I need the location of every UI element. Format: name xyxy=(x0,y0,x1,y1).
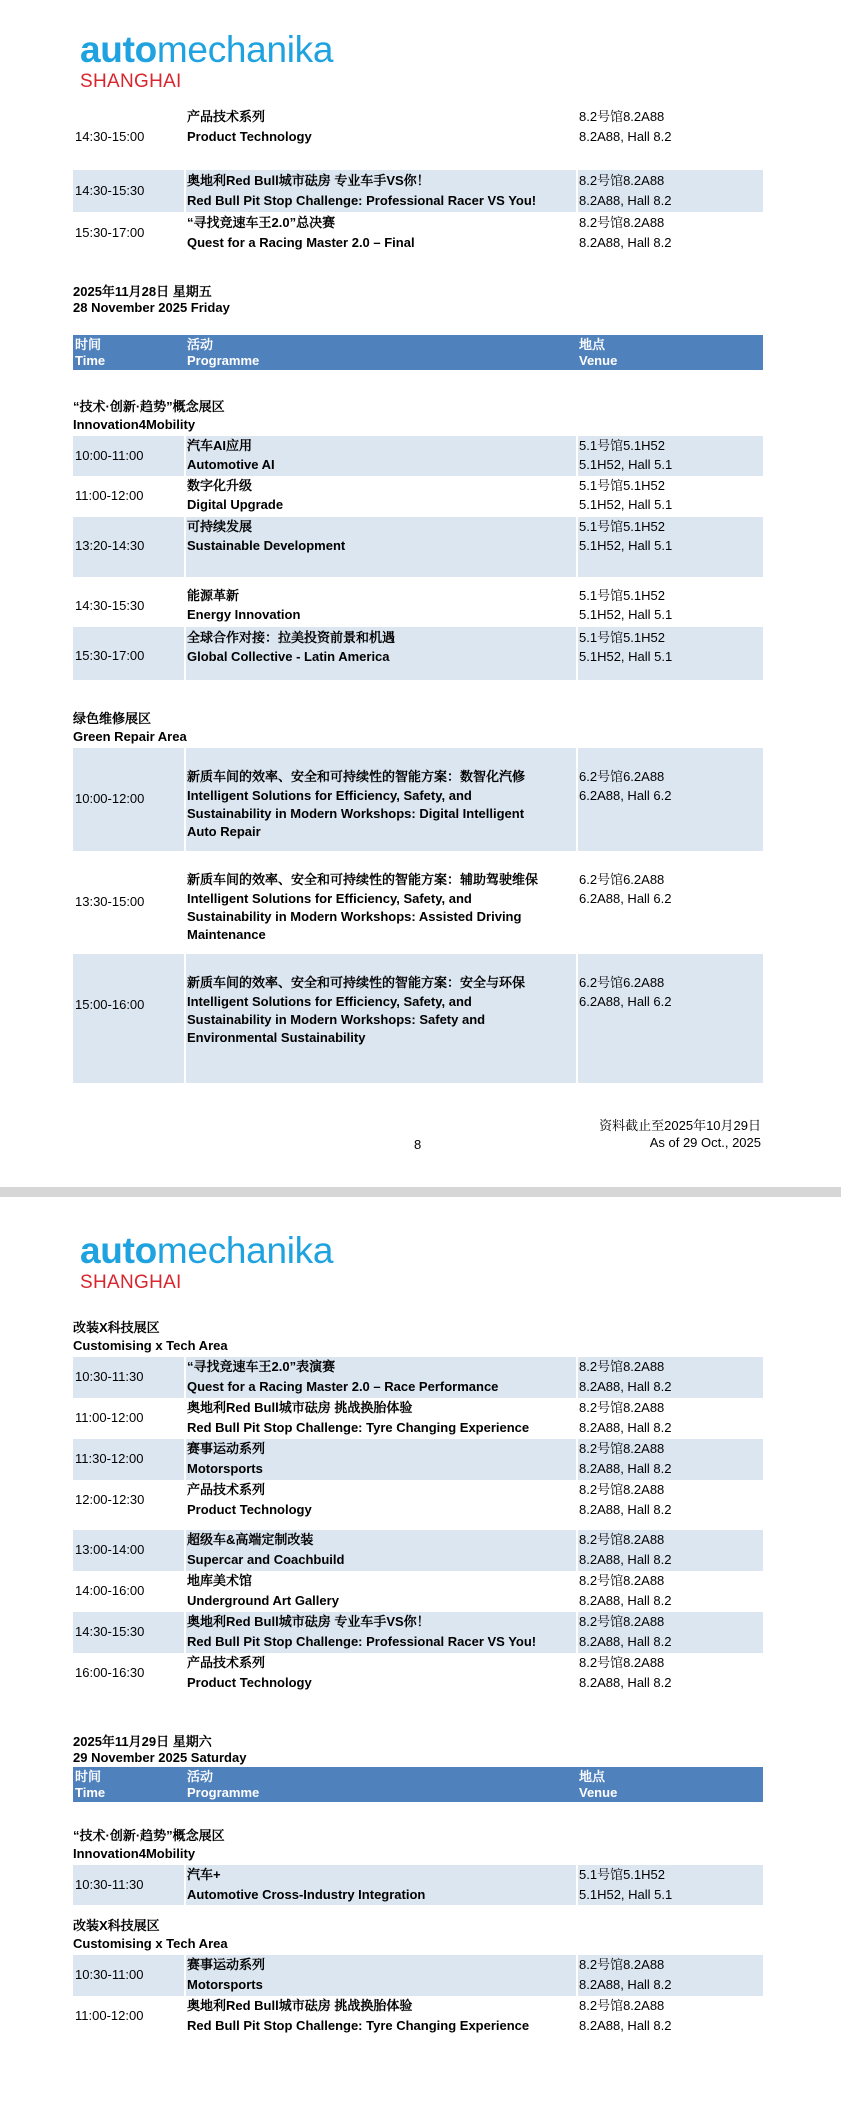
venue-cn: 8.2号馆8.2A88 xyxy=(579,1957,665,1972)
programme-en: Sustainability in Modern Workshops: Digital Intelligent xyxy=(187,806,525,821)
venue-en: 8.2A88, Hall 8.2 xyxy=(579,193,672,208)
programme-cn: 赛事运动系列 xyxy=(187,1957,266,1972)
as-of-cn: 资料截止至2025年10月29日 xyxy=(599,1118,761,1133)
section-title-en: Customising x Tech Area xyxy=(73,1936,228,1951)
header-time: 时间 Time xyxy=(75,337,106,368)
programme-en: Intelligent Solutions for Efficiency, Safety, and xyxy=(187,788,472,803)
table-header xyxy=(73,335,763,370)
programme-en: Intelligent Solutions for Efficiency, Safety, and xyxy=(187,994,472,1009)
table-row xyxy=(73,1357,763,1398)
header-venue: 地点 Venue xyxy=(579,1769,618,1800)
programme-en: Red Bull Pit Stop Challenge: Professional Racer VS You! xyxy=(187,1634,537,1649)
section-title-en: Green Repair Area xyxy=(73,729,187,744)
table-row xyxy=(73,1398,763,1439)
section-title-cn: “技术·创新·趋势”概念展区 xyxy=(73,399,225,414)
venue-en: 5.1H52, Hall 5.1 xyxy=(579,649,673,664)
venue-cn: 5.1号馆5.1H52 xyxy=(579,630,665,645)
date-cn: 2025年11月28日 星期五 xyxy=(73,284,212,299)
venue-en: 8.2A88, Hall 8.2 xyxy=(579,129,672,144)
programme-cn: 产品技术系列 xyxy=(187,109,266,124)
table-row xyxy=(73,1955,763,1996)
green-repair-table xyxy=(73,748,763,1083)
time-cell: 14:00-16:00 xyxy=(75,1583,145,1598)
time-cell: 15:30-17:00 xyxy=(75,648,145,663)
programme-en: Global Collective - Latin America xyxy=(187,649,390,664)
time-cell: 13:00-14:00 xyxy=(75,1542,145,1557)
venue-en: 5.1H52, Hall 5.1 xyxy=(579,497,673,512)
time-cell: 13:20-14:30 xyxy=(75,538,145,553)
table-row xyxy=(73,1653,763,1694)
section-heading xyxy=(73,1827,763,1863)
programme-en: Red Bull Pit Stop Challenge: Professional Racer VS You! xyxy=(187,193,537,208)
programme-en: Product Technology xyxy=(187,1502,312,1517)
table-row xyxy=(73,436,763,476)
header-time: 时间 Time xyxy=(75,1769,106,1800)
as-of-note xyxy=(599,1117,761,1151)
venue-en: 8.2A88, Hall 8.2 xyxy=(579,1502,672,1517)
table-row xyxy=(73,577,763,627)
venue-cn: 5.1号馆5.1H52 xyxy=(579,478,665,493)
programme-cn: 可持续发展 xyxy=(187,519,253,534)
venue-en: 8.2A88, Hall 8.2 xyxy=(579,2018,672,2033)
venue-en: 8.2A88, Hall 8.2 xyxy=(579,1675,672,1690)
header-programme: 活动 Programme xyxy=(187,1769,260,1800)
time-cell: 14:30-15:30 xyxy=(75,1624,145,1639)
programme-en: Sustainability in Modern Workshops: Safety and xyxy=(187,1012,486,1027)
table-row xyxy=(73,170,763,212)
venue-en: 6.2A88, Hall 6.2 xyxy=(579,994,672,1009)
programme-en: Sustainability in Modern Workshops: Assisted Driving xyxy=(187,909,522,924)
header-venue: 地点 Venue xyxy=(579,337,618,368)
automechanika-logo xyxy=(80,1231,333,1294)
programme-en: Sustainable Development xyxy=(187,538,346,553)
logo-auto: auto xyxy=(80,29,157,70)
programme-cn: 奥地利Red Bull城市砝房 挑战换胎体验 xyxy=(187,1998,413,2013)
programme-en: Automotive AI xyxy=(187,457,275,472)
table-header xyxy=(73,1767,763,1802)
time-cell: 11:30-12:00 xyxy=(75,1451,144,1466)
time-cell: 10:00-11:00 xyxy=(75,448,144,463)
programme-en: Product Technology xyxy=(187,129,312,144)
date-en: 29 November 2025 Saturday xyxy=(73,1750,247,1765)
venue-en: 8.2A88, Hall 8.2 xyxy=(579,235,672,250)
programme-cn: 地库美术馆 xyxy=(187,1573,253,1588)
logo-mechanika: mechanika xyxy=(156,29,334,70)
venue-en: 6.2A88, Hall 6.2 xyxy=(579,788,672,803)
section-title-cn: 绿色维修展区 xyxy=(73,711,152,726)
programme-cn: 产品技术系列 xyxy=(187,1655,266,1670)
customising-table xyxy=(73,1955,763,2037)
venue-en: 5.1H52, Hall 5.1 xyxy=(579,607,673,622)
venue-cn: 8.2号馆8.2A88 xyxy=(579,1532,665,1547)
venue-en: 8.2A88, Hall 8.2 xyxy=(579,1461,672,1476)
table-row xyxy=(73,1612,763,1653)
table-row xyxy=(73,1571,763,1612)
date-cn: 2025年11月29日 星期六 xyxy=(73,1734,212,1749)
customising-table xyxy=(73,1357,763,1694)
programme-en: Energy Innovation xyxy=(187,607,301,622)
venue-cn: 8.2号馆8.2A88 xyxy=(579,1655,665,1670)
venue-cn: 8.2号馆8.2A88 xyxy=(579,173,665,188)
table-row xyxy=(73,1480,763,1530)
programme-en: Motorsports xyxy=(187,1977,263,1992)
programme-cn: 汽车+ xyxy=(187,1867,221,1882)
section-title-en: Innovation4Mobility xyxy=(73,1846,196,1861)
programme-cn: 超级车&高端定制改装 xyxy=(187,1532,314,1547)
venue-en: 8.2A88, Hall 8.2 xyxy=(579,1634,672,1649)
time-cell: 11:00-12:00 xyxy=(75,488,144,503)
table-row xyxy=(73,1439,763,1480)
as-of-en: As of 29 Oct., 2025 xyxy=(649,1135,761,1150)
time-cell: 15:30-17:00 xyxy=(75,225,145,240)
time-cell: 15:00-16:00 xyxy=(75,997,145,1012)
venue-en: 5.1H52, Hall 5.1 xyxy=(579,1887,673,1902)
time-cell: 11:00-12:00 xyxy=(75,1410,144,1425)
time-cell: 14:30-15:30 xyxy=(75,598,145,613)
date-en: 28 November 2025 Friday xyxy=(73,300,230,315)
programme-en: Quest for a Racing Master 2.0 – Race Performance xyxy=(187,1379,499,1394)
section-heading xyxy=(73,398,763,434)
programme-cn: 新质车间的效率、安全和可持续性的智能方案：数智化汽修 xyxy=(187,769,526,784)
venue-cn: 6.2号馆6.2A88 xyxy=(579,975,665,990)
time-cell: 10:30-11:00 xyxy=(75,1967,144,1982)
programme-en: Environmental Sustainability xyxy=(187,1030,366,1045)
page-number: 8 xyxy=(414,1137,422,1152)
programme-en: Product Technology xyxy=(187,1675,312,1690)
programme-cn: 数字化升级 xyxy=(187,478,253,493)
table-row xyxy=(73,954,763,1083)
section-heading xyxy=(73,1319,763,1355)
table-row xyxy=(73,108,763,150)
venue-cn: 8.2号馆8.2A88 xyxy=(579,1441,665,1456)
venue-cn: 8.2号馆8.2A88 xyxy=(579,1400,665,1415)
time-cell: 14:30-15:00 xyxy=(75,129,145,144)
venue-en: 5.1H52, Hall 5.1 xyxy=(579,538,673,553)
table-row xyxy=(73,851,763,954)
programme-en: Quest for a Racing Master 2.0 – Final xyxy=(187,235,415,250)
programme-en: Underground Art Gallery xyxy=(187,1593,339,1608)
section-heading xyxy=(73,1917,763,1953)
programme-cn: 新质车间的效率、安全和可持续性的智能方案：安全与环保 xyxy=(187,975,526,990)
venue-cn: 5.1号馆5.1H52 xyxy=(579,1867,665,1882)
section-heading xyxy=(73,710,763,746)
venue-en: 6.2A88, Hall 6.2 xyxy=(579,891,672,906)
table-row xyxy=(73,1996,763,2037)
programme-en: Automotive Cross-Industry Integration xyxy=(187,1887,426,1902)
venue-en: 8.2A88, Hall 8.2 xyxy=(579,1552,672,1567)
programme-cn: 新质车间的效率、安全和可持续性的智能方案：辅助驾驶维保 xyxy=(187,872,539,887)
venue-cn: 8.2号馆8.2A88 xyxy=(579,1482,665,1497)
programme-en: Supercar and Coachbuild xyxy=(187,1552,345,1567)
logo-city: SHANGHAI xyxy=(80,1272,182,1293)
day-heading xyxy=(73,284,763,316)
venue-cn: 5.1号馆5.1H52 xyxy=(579,519,665,534)
document-page-9 xyxy=(0,1197,841,2114)
time-cell: 10:00-12:00 xyxy=(75,791,145,806)
time-cell: 16:00-16:30 xyxy=(75,1665,145,1680)
programme-en: Red Bull Pit Stop Challenge: Tyre Changing Experience xyxy=(187,1420,530,1435)
venue-en: 8.2A88, Hall 8.2 xyxy=(579,1977,672,1992)
programme-en: Intelligent Solutions for Efficiency, Safety, and xyxy=(187,891,472,906)
programme-en: Auto Repair xyxy=(187,824,261,839)
innovation-table xyxy=(73,436,763,680)
section-title-cn: “技术·创新·趋势”概念展区 xyxy=(73,1828,225,1843)
programme-cn: 全球合作对接：拉美投资前景和机遇 xyxy=(187,630,396,645)
venue-en: 8.2A88, Hall 8.2 xyxy=(579,1420,672,1435)
venue-cn: 8.2号馆8.2A88 xyxy=(579,1573,665,1588)
programme-cn: 能源革新 xyxy=(187,588,240,603)
venue-cn: 8.2号馆8.2A88 xyxy=(579,215,665,230)
programme-cn: “寻找竞速车王2.0”总决赛 xyxy=(187,215,336,230)
table-row xyxy=(73,476,763,517)
venue-cn: 8.2号馆8.2A88 xyxy=(579,1359,665,1374)
logo-city: SHANGHAI xyxy=(80,71,182,92)
table-row xyxy=(73,1865,763,1905)
day-heading xyxy=(73,1734,763,1766)
venue-cn: 8.2号馆8.2A88 xyxy=(579,1998,665,2013)
programme-en: Red Bull Pit Stop Challenge: Tyre Changing Experience xyxy=(187,2018,530,2033)
section-title-en: Innovation4Mobility xyxy=(73,417,196,432)
programme-en: Maintenance xyxy=(187,927,266,942)
programme-cn: 产品技术系列 xyxy=(187,1482,266,1497)
innovation-table xyxy=(73,1865,763,1905)
venue-cn: 8.2号馆8.2A88 xyxy=(579,1614,665,1629)
table-row xyxy=(73,1530,763,1571)
table-row xyxy=(73,748,763,851)
venue-en: 5.1H52, Hall 5.1 xyxy=(579,457,673,472)
schedule-top xyxy=(73,108,763,254)
venue-en: 8.2A88, Hall 8.2 xyxy=(579,1593,672,1608)
venue-cn: 5.1号馆5.1H52 xyxy=(579,588,665,603)
venue-en: 8.2A88, Hall 8.2 xyxy=(579,1379,672,1394)
programme-cn: 奥地利Red Bull城市砝房 挑战换胎体验 xyxy=(187,1400,413,1415)
page-separator xyxy=(0,1187,841,1197)
time-cell: 12:00-12:30 xyxy=(75,1492,145,1507)
time-cell: 14:30-15:30 xyxy=(75,183,145,198)
time-cell: 13:30-15:00 xyxy=(75,894,145,909)
logo-mechanika: mechanika xyxy=(156,1230,334,1271)
programme-en: Motorsports xyxy=(187,1461,263,1476)
programme-cn: 汽车AI应用 xyxy=(187,438,253,453)
logo-auto: auto xyxy=(80,1230,157,1271)
programme-cn: 奥地利Red Bull城市砝房 专业车手VS你！ xyxy=(187,1614,430,1629)
automechanika-logo xyxy=(80,30,333,93)
time-cell: 10:30-11:30 xyxy=(75,1369,144,1384)
table-row xyxy=(73,212,763,254)
table-row xyxy=(73,627,763,680)
programme-cn: 奥地利Red Bull城市砝房 专业车手VS你！ xyxy=(187,173,430,188)
header-programme: 活动 Programme xyxy=(187,337,260,368)
programme-cn: “寻找竞速车王2.0”表演赛 xyxy=(187,1359,336,1374)
time-cell: 11:00-12:00 xyxy=(75,2008,144,2023)
venue-cn: 8.2号馆8.2A88 xyxy=(579,109,665,124)
venue-cn: 6.2号馆6.2A88 xyxy=(579,769,665,784)
section-title-en: Customising x Tech Area xyxy=(73,1338,228,1353)
venue-cn: 5.1号馆5.1H52 xyxy=(579,438,665,453)
table-row xyxy=(73,517,763,577)
venue-cn: 6.2号馆6.2A88 xyxy=(579,872,665,887)
section-title-cn: 改装X科技展区 xyxy=(73,1320,160,1335)
programme-cn: 赛事运动系列 xyxy=(187,1441,266,1456)
section-title-cn: 改装X科技展区 xyxy=(73,1918,160,1933)
time-cell: 10:30-11:30 xyxy=(75,1877,144,1892)
programme-en: Digital Upgrade xyxy=(187,497,284,512)
